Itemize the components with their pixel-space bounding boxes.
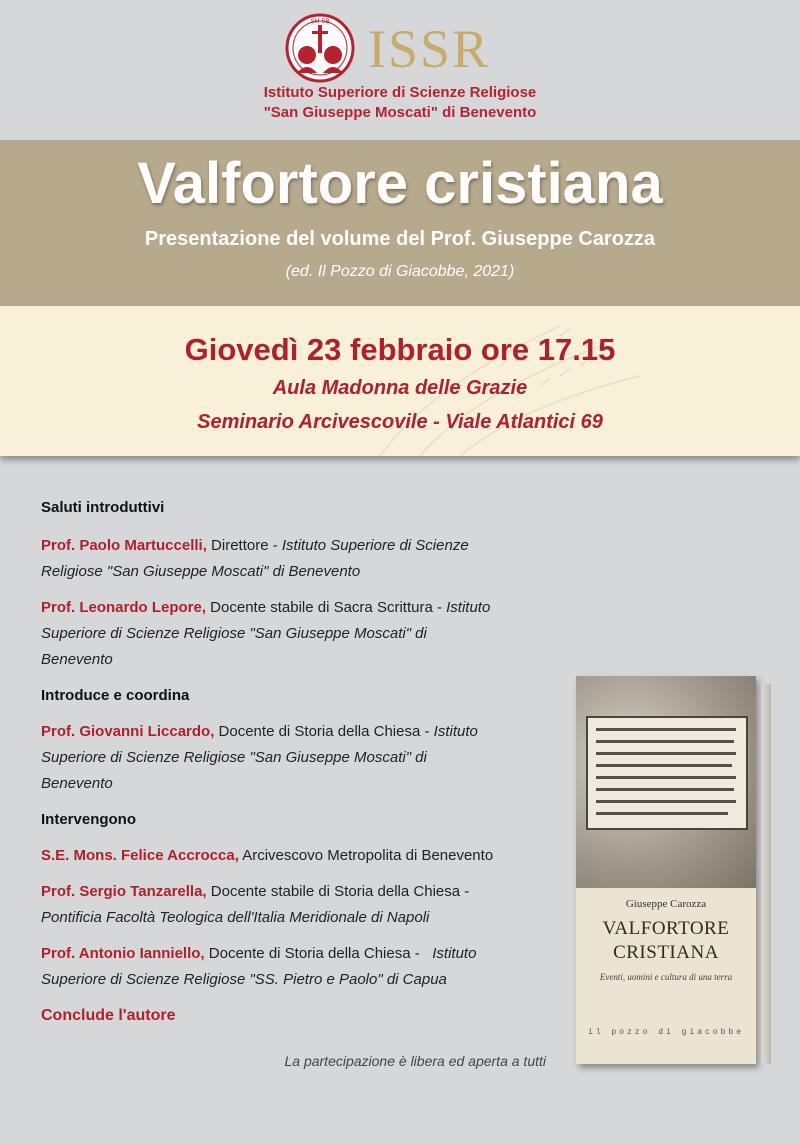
inscription-plaque	[586, 716, 748, 830]
event-date-time: Giovedì 23 febbraio ore 17.15	[184, 332, 616, 367]
book-title-line1: VALFORTORE	[602, 918, 730, 939]
speaker-institute: Istituto	[432, 945, 477, 962]
edition-note: (ed. Il Pozzo di Giacobbe, 2021)	[285, 263, 515, 280]
speaker-role: Arcivescovo Metropolita di Benevento	[238, 847, 494, 864]
speaker-accrocca	[41, 843, 561, 869]
speaker-institute-cont: Benevento	[41, 651, 113, 668]
section-heading-saluti: Saluti introduttivi	[41, 499, 165, 516]
plaque-line	[596, 764, 732, 767]
section-heading-introduce: Introduce e coordina	[41, 687, 190, 704]
issr-wordmark: ISSR	[368, 19, 491, 79]
speaker-liccardo	[41, 719, 561, 797]
event-venue-room: Aula Madonna delle Grazie	[272, 377, 528, 399]
speaker-ianniello	[41, 941, 561, 993]
speaker-tanzarella	[41, 879, 561, 931]
participation-note: La partecipazione è libera ed aperta a tutti	[284, 1053, 546, 1069]
plaque-line	[596, 728, 736, 731]
plaque-line	[596, 800, 736, 803]
institute-name-line1: Istituto Superiore di Scienze Religiose	[263, 84, 537, 101]
plaque-line	[596, 740, 734, 743]
speaker-name: Prof. Giovanni Liccardo,	[41, 723, 215, 740]
speaker-name: Prof. Leonardo Lepore,	[41, 599, 207, 616]
speaker-institute: Pontificia Facoltà Teologica dell'Italia Meridionale di Napoli	[41, 909, 430, 926]
book-publisher: il pozzo di giacobbe	[587, 1028, 744, 1037]
event-venue-address: Seminario Arcivescovile - Viale Atlantici 69	[197, 411, 603, 433]
speaker-institute: Istituto	[433, 723, 478, 740]
speaker-name: S.E. Mons. Felice Accrocca,	[41, 847, 239, 864]
book-subtitle: Eventi, uomini e cultura di una terra	[599, 972, 733, 982]
book-cover	[576, 676, 756, 1064]
speaker-name: Prof. Paolo Martuccelli,	[41, 537, 207, 554]
speaker-institute-cont: Benevento	[41, 775, 113, 792]
book-cover-image	[576, 676, 763, 1066]
program	[41, 495, 561, 1029]
speaker-role: Docente di Storia della Chiesa -	[214, 723, 434, 740]
speaker-name: Prof. Antonio Ianniello,	[41, 945, 205, 962]
speaker-institute-cont: Superiore di Scienze Religiose "SS. Pietro e Paolo" di Capua	[41, 971, 447, 988]
speaker-name: Prof. Sergio Tanzarella,	[41, 883, 207, 900]
issr-seal-logo	[285, 13, 355, 83]
event-subtitle: Presentazione del volume del Prof. Giuseppe Carozza	[144, 228, 656, 250]
book-title-line2: CRISTIANA	[613, 942, 719, 963]
plaque-line	[596, 776, 736, 779]
book-author: Giuseppe Carozza	[625, 898, 707, 910]
header	[0, 0, 800, 140]
plaque-line	[596, 812, 728, 815]
speaker-institute: Istituto	[446, 599, 491, 616]
book-cover-photo	[576, 676, 756, 888]
svg-text:SM SB: SM SB	[310, 19, 330, 25]
speaker-institute: Istituto Superiore di Scienze	[281, 537, 469, 554]
event-title: Valfortore cristiana	[137, 151, 663, 216]
plaque-line	[596, 788, 734, 791]
speaker-institute-cont: Superiore di Scienze Religiose "San Giuseppe Moscati" di	[41, 625, 427, 642]
institute-name-line2: "San Giuseppe Moscati" di Benevento	[263, 104, 537, 121]
book-spine	[761, 684, 771, 1064]
closing-author: Conclude l'autore	[41, 1007, 176, 1024]
section-heading-intervengono: Intervengono	[41, 811, 137, 828]
plaque-line	[596, 752, 736, 755]
speaker-lepore	[41, 595, 561, 673]
speaker-martuccelli	[41, 533, 561, 585]
speaker-institute-cont: Superiore di Scienze Religiose "San Giuseppe Moscati" di	[41, 749, 427, 766]
speaker-role: Docente stabile di Sacra Scrittura -	[206, 599, 447, 616]
speaker-role: Direttore -	[206, 537, 282, 554]
speaker-institute-cont: Religiose "San Giuseppe Moscati" di Benevento	[41, 563, 361, 580]
speaker-role: Docente stabile di Storia della Chiesa -	[206, 883, 470, 900]
speaker-role: Docente di Storia della Chiesa -	[204, 945, 433, 962]
